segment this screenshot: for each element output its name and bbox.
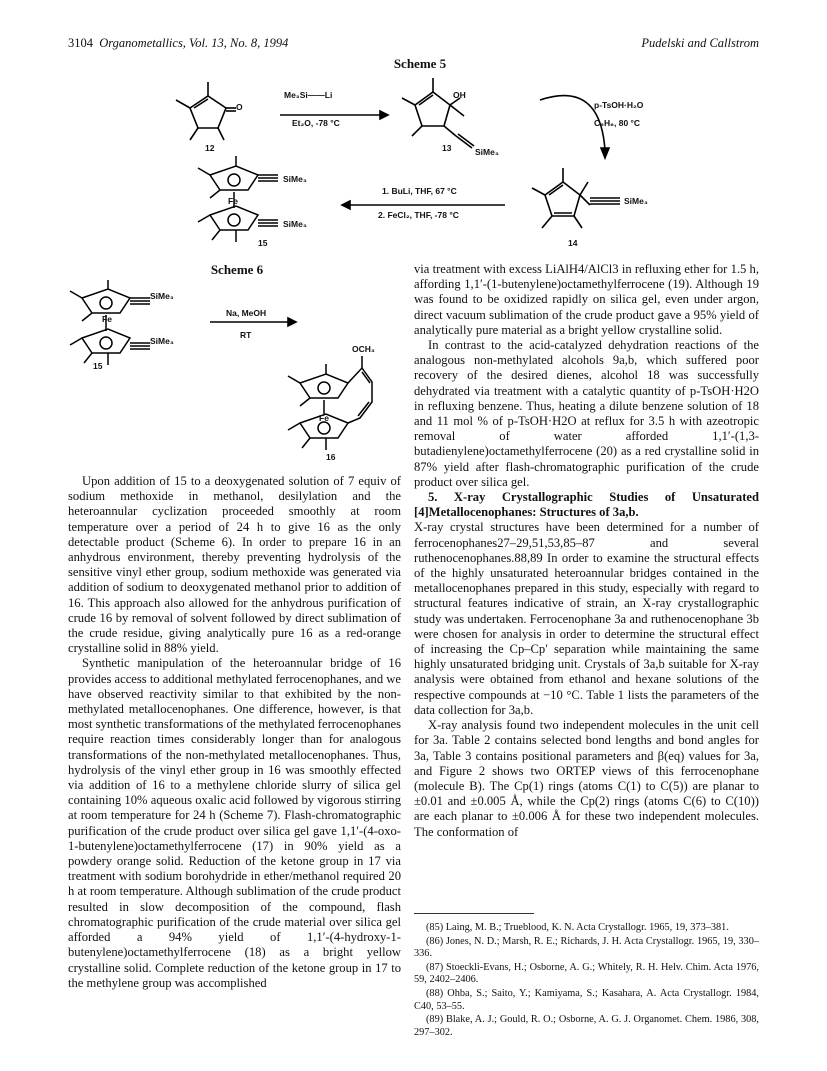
scheme5-reagent-3-line1: 1. BuLi, THF, 67 °C xyxy=(382,186,457,196)
left-paragraph-2: Synthetic manipulation of the heteroannular bridge of 16 provides access to additional methylated ferrocenophanes, and we have observed reactivity similar to that exhibited by the non-methylated metallocenophanes. One difference, however, is that most synthetic transformations of the methylated ferrocenophanes require reaction times considerably longer than for analogous transformations of the non-methylated metallocenophanes. Thus, hydrolysis of the vinyl ether group in 16 was smoothly effected via addition of 16 to a methylene chloride slurry of silica gel containing 10% aqueous oxalic acid followed by vigorous stirring at room temperature for 24 h (Scheme 7). Flash-chromatographic purification of the crude product over silica gel gave 1,1′-(4-oxo-1-butenylene)octamethylferrocene (17) in 90% yield as a powdery orange solid. Reduction of the ketone group in 17 via treatment with sodium borohydride in ether/methanol required 20 h at room temperature. Although sublimation of the crude product resulted in slow decomposition of the compound, flash chromatographic purification of the crude material over silica gel afforded a 94% yield of 1,1′-(4-hydroxy-1-butenylene)octamethylferrocene (18) as a bright yellow crystalline solid. Complete reduction of the ketone group in 17 to the methylene group was accomplished xyxy=(68,656,401,990)
scheme6-graphic xyxy=(60,278,410,458)
compound-15-structure xyxy=(198,156,278,242)
sime3-label-13: SiMe₃ xyxy=(475,147,499,157)
compound-14-structure xyxy=(532,168,620,228)
fe-label-s6-15: Fe xyxy=(102,314,112,324)
reference-89: (89) Blake, A. J.; Gould, R. O.; Osborne, A. G. J. Organomet. Chem. 1986, 308, 297–302. xyxy=(414,1014,759,1038)
arrow-14-to-15 xyxy=(342,201,505,209)
sime3-label-14: SiMe₃ xyxy=(624,196,648,206)
references-rule xyxy=(414,913,534,914)
reference-86: (86) Jones, N. D.; Marsh, R. E.; Richards, J. H. Acta Crystallogr. 1965, 19, 330–336. xyxy=(414,935,759,960)
right-paragraph-2: In contrast to the acid-catalyzed dehydration reactions of the analogous non-methylated alcohols 9a,b, which suffered poor recovery of the desired dienes, alcohol 18 was successfully dehydrated via treatment with a catalytic quantity of p-TsOH·H2O in refluxing benzene. Thus, heating a dilute benzene solution of 18 and 11 mol % of p-TsOH·H2O at reflux for 3.5 h with azeotropic removal of water afforded 1,1′-(1,3-butadienylene)octamethylferrocene (20) as a red crystalline solid in 87% yield after flash-chromatographic purification of the crude product over silica gel. xyxy=(414,338,759,489)
running-header-left xyxy=(68,36,288,51)
section-5-heading xyxy=(414,490,759,520)
fe-label-15: Fe xyxy=(228,196,238,206)
section-5-paragraph-1: X-ray crystal structures have been determined for a number of ferrocenophanes27–29,51,53,85–87 and several ruthenocenophanes.88,89 In order to examine the structural effects of the highly unsaturated heteroannular bridges contained in the metallocenophanes prepared in this study, especially with regard to structural features indicative of strain, an X-ray crystallographic study was undertaken. Ferrocenophane 3a and ruthenocenophane 3b were chosen for analysis in order to determine the structural effect of increasing the Cp–Cp′ separation while maintaining the same highly unsaturated bridging unit. Crystals of 3a,b suitable for X-ray analysis were obtained from ethanol and hexane solutions of the respective compounds at −10 °C. Table 1 lists the parameters of the data collection for 3a,b. xyxy=(414,520,759,717)
sime3-label-15-top: SiMe₃ xyxy=(283,174,307,184)
hydroxyl-label: OH xyxy=(453,90,466,100)
carbonyl-o-label: O xyxy=(236,102,243,112)
left-column xyxy=(68,474,401,991)
references-list xyxy=(414,922,759,1040)
compound-number-14: 14 xyxy=(568,238,578,248)
compound-number-13: 13 xyxy=(442,143,452,153)
compound-number-15: 15 xyxy=(258,238,268,248)
sime3-label-s6-bottom: SiMe₃ xyxy=(150,336,174,346)
scheme5-reagent-1-line2: Et₂O, -78 °C xyxy=(292,118,340,128)
page-number: 3104 xyxy=(68,36,93,50)
reference-88: (88) Ohba, S.; Saito, Y.; Kamiyama, S.; Kasahara, A. Acta Crystallogr. 1984, C40, 53–55. xyxy=(414,987,759,1012)
scheme6-reagent-line2: RT xyxy=(240,330,252,340)
compound-16-structure xyxy=(288,356,372,450)
fe-label-s6-16: Fe xyxy=(319,413,329,423)
right-column xyxy=(414,262,759,840)
scheme5-reagent-2-line1: p-TsOH·H₂O xyxy=(594,100,644,110)
compound-number-16: 16 xyxy=(326,452,336,462)
right-paragraph-1: via treatment with excess LiAlH4/AlCl3 in refluxing ether for 1.5 h, affording 1,1′-(1-butenylene)octamethylferrocene (19). Although 19 was found to be oxidized rapidly on silica gel, even under argon, direct vacuum sublimation of the crude product gave a 95% yield of analytically pure material as a bright yellow crystalline solid. xyxy=(414,262,759,337)
scheme5-title: Scheme 5 xyxy=(393,56,447,71)
compound-13-structure xyxy=(402,78,474,148)
section-5-heading-text: 5. X-ray Crystallographic Studies of Unsaturated [4]Metallocenophanes: Structures of 3a,b. xyxy=(414,490,759,520)
och3-label: OCH₃ xyxy=(352,344,375,354)
left-paragraph-1: Upon addition of 15 to a deoxygenated solution of 7 equiv of sodium methoxide in methanol, desilylation and the heteroannular cyclization proceeded smoothly at room temperature over a period of 24 h to give 16 as the only detectable product (Scheme 6). In order to prepare 16 in an anhydrous environment, thereby preventing hydrolysis of the sensitive vinyl ether group, sodium methoxide was generated via addition of sodium to deoxygenated methanol prior to addition of 16. This approach also allowed for the anhydrous purification of crude 16 by removal of solvent followed by direct sublimation of the crude residue, giving analytically pure 16 as a red-orange crystalline solid in 88% yield. xyxy=(68,474,401,656)
arrow-15-to-16 xyxy=(210,318,296,326)
scheme5-reagent-3-line2: 2. FeCl₂, THF, -78 °C xyxy=(378,210,459,220)
reference-87: (87) Stoeckli-Evans, H.; Osborne, A. G.; Whitely, R. H. Helv. Chim. Acta 1976, 59, 2402–2406. xyxy=(414,961,759,986)
scheme5-reagent-2-line2: C₆H₆, 80 °C xyxy=(594,118,641,128)
sime3-label-s6-top: SiMe₃ xyxy=(150,291,174,301)
section-5-paragraph-2: X-ray analysis found two independent molecules in the unit cell for 3a. Table 2 contains selected bond lengths and bond angles for 3a, Table 3 contains positional parameters and β(eq) values for 3a, and Figure 2 shows two ORTEP views of this ferrocenophane (molecule B). The Cp(1) rings (atoms C(1) to C(5)) are planar to ±0.01 and ±0.005 Å, while the Cp(2) rings (atoms C(6) to C(10)) are each planar to ±0.006 Å for these two independent molecules. The conformation of xyxy=(414,718,759,839)
scheme6-reagent-line1: Na, MeOH xyxy=(226,308,267,318)
running-header-authors: Pudelski and Callstrom xyxy=(641,36,759,50)
compound-12-structure xyxy=(176,82,236,140)
compound-number-12: 12 xyxy=(205,143,215,153)
journal-citation: Organometallics, Vol. 13, No. 8, 1994 xyxy=(99,36,289,50)
scheme5-reagent-1-line1: Me₃Si——Li xyxy=(284,90,333,100)
sime3-label-15-bottom: SiMe₃ xyxy=(283,219,307,229)
compound-number-15-s6: 15 xyxy=(93,361,103,371)
scheme5-graphic xyxy=(150,70,750,260)
scheme6-title: Scheme 6 xyxy=(210,262,264,277)
reference-85: (85) Laing, M. B.; Trueblood, K. N. Acta Crystallogr. 1965, 19, 373–381. xyxy=(426,922,729,933)
